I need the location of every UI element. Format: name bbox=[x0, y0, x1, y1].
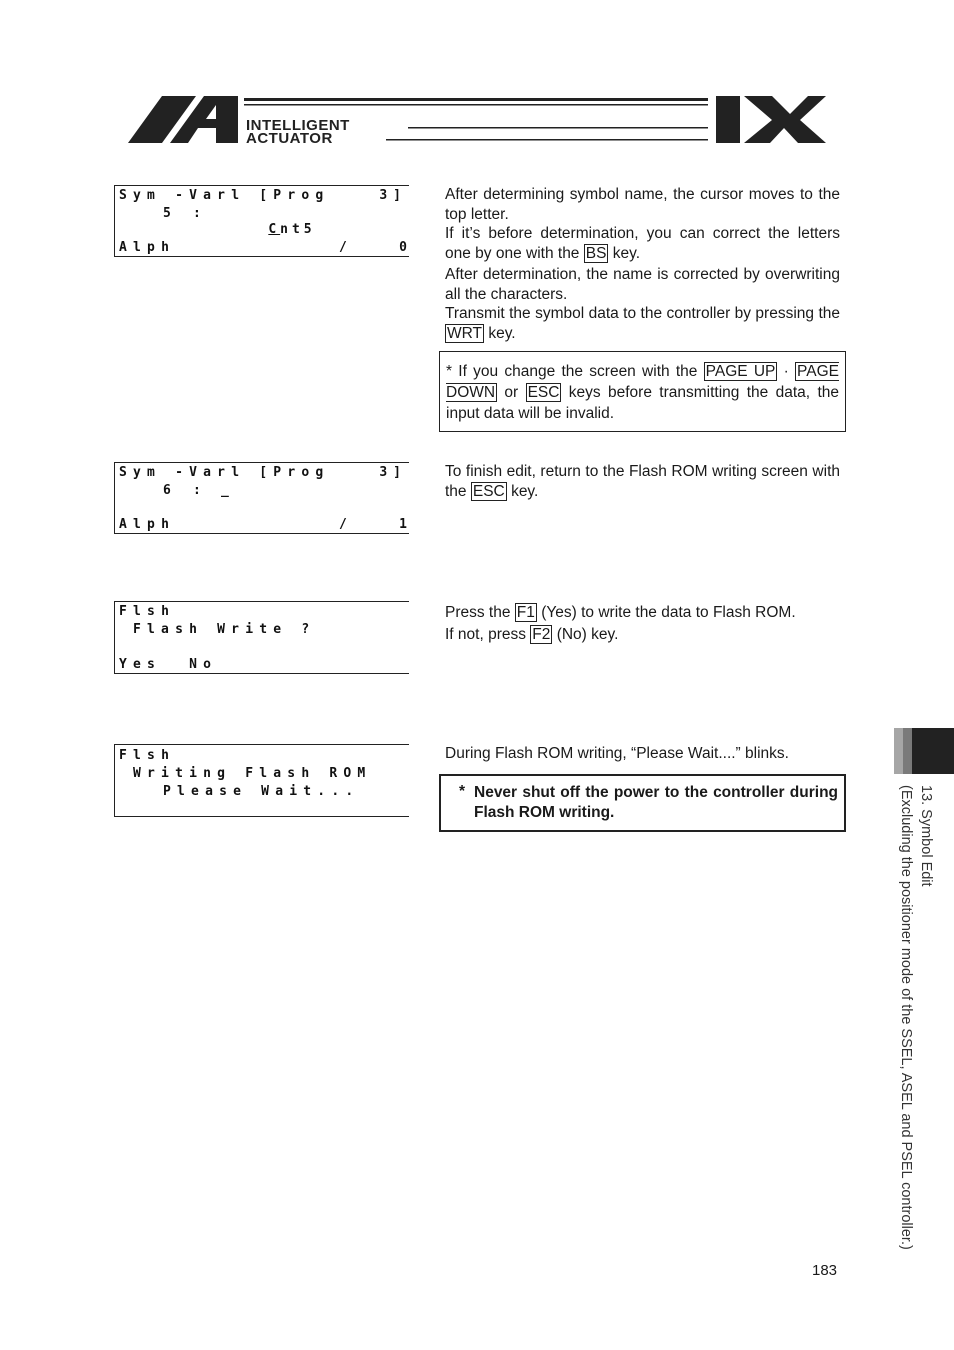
lcd-line1: Flsh bbox=[119, 748, 176, 763]
section1-p4-end: key. bbox=[488, 324, 516, 342]
lcd-line1-right: 3] bbox=[379, 188, 407, 203]
section3-text bbox=[445, 603, 840, 644]
warning-text: Never shut off the power to the controller during Flash ROM writing. bbox=[474, 784, 838, 821]
brand-line1: INTELLIGENT bbox=[246, 117, 350, 134]
section2-p1: To finish edit, return to the Flash ROM writing screen with the bbox=[445, 463, 840, 500]
lcd-line4: Yes No bbox=[119, 657, 218, 672]
page-number: 183 bbox=[812, 1262, 838, 1279]
warning-box bbox=[439, 774, 846, 832]
section1-p2: If it’s before determination, you can correct the letters one by one with the bbox=[445, 225, 840, 262]
lcd-line4: Alph bbox=[119, 517, 176, 532]
lcd-screen-symbol-edit-1 bbox=[114, 185, 409, 257]
ia-logo-icon bbox=[0, 0, 954, 160]
section1-text bbox=[445, 185, 840, 343]
key-bs: BS bbox=[585, 244, 607, 262]
lcd-screen-flash-write bbox=[114, 601, 409, 674]
lcd-cursor-char: C bbox=[268, 222, 281, 237]
brand-line2: ACTUATOR bbox=[246, 130, 333, 147]
lcd-line4-slash: / bbox=[339, 517, 347, 532]
section1-p2-end: key. bbox=[612, 244, 641, 262]
lcd-line4-right: 0 bbox=[399, 240, 407, 255]
chapter-side-label bbox=[896, 785, 942, 1255]
key-page-up: PAGE UP bbox=[705, 363, 776, 380]
section3-p2-end: (No) key. bbox=[556, 625, 619, 643]
lcd-line2-sep: : bbox=[193, 206, 201, 221]
lcd-line4-slash: / bbox=[339, 240, 347, 255]
note-or: or bbox=[504, 384, 519, 401]
lcd-line1: Sym -Varl [Prog bbox=[119, 188, 330, 203]
lcd-line2-number: 6 bbox=[163, 483, 171, 498]
lcd-screen-flash-writing bbox=[114, 744, 409, 817]
key-wrt: WRT bbox=[447, 324, 483, 342]
note-a: * If you change the screen with the bbox=[446, 363, 698, 380]
section3-p1-end: (Yes) to write the data to Flash ROM. bbox=[541, 604, 796, 621]
section1-p3: After determination, the name is corrected by overwriting all the characters. bbox=[445, 266, 840, 303]
lcd-screen-symbol-edit-2 bbox=[114, 462, 409, 534]
note-box-invalid-input bbox=[439, 351, 846, 432]
lcd-line2-number: 5 bbox=[163, 206, 171, 221]
note-dot: · bbox=[783, 363, 789, 380]
note-text bbox=[446, 361, 839, 424]
chapter-subtitle: (Excluding the positioner mode of the SSEL, ASEL and PSEL controller.) bbox=[898, 785, 914, 1250]
lcd-cursor-char: _ bbox=[221, 483, 229, 498]
note-b: keys before transmitting the data, the input data will be invalid. bbox=[446, 384, 839, 422]
key-f2: F2 bbox=[532, 625, 551, 643]
section1-p1: After determining symbol name, the cursor moves to the top letter. bbox=[445, 186, 840, 223]
key-esc-2: ESC bbox=[472, 482, 505, 500]
section1-p4: Transmit the symbol data to the controller by pressing the bbox=[445, 305, 840, 322]
key-f1: F1 bbox=[516, 604, 535, 621]
page-header bbox=[0, 0, 954, 160]
lcd-line4-right: 1 bbox=[399, 517, 407, 532]
lcd-line2-sep: : bbox=[193, 483, 201, 498]
section4-p1: During Flash ROM writing, “Please Wait....” blinks. bbox=[445, 745, 789, 762]
chapter-title: 13. Symbol Edit bbox=[918, 785, 934, 887]
key-page-down: PAGE DOWN bbox=[446, 363, 839, 401]
section2-text bbox=[445, 462, 840, 501]
lcd-line2-rest: nt5 bbox=[280, 222, 316, 237]
section3-p1: Press the bbox=[445, 604, 511, 621]
section3-p2: If not, press bbox=[445, 625, 526, 643]
lcd-line2: Flash Write ? bbox=[133, 622, 316, 637]
section4-text bbox=[445, 744, 840, 764]
key-esc: ESC bbox=[527, 384, 560, 401]
lcd-line2: Writing Flash ROM bbox=[133, 766, 372, 781]
lcd-line3: Please Wait... bbox=[163, 784, 360, 799]
lcd-line1: Sym -Varl [Prog bbox=[119, 465, 330, 480]
warning-asterisk: * bbox=[459, 783, 466, 800]
lcd-line1-right: 3] bbox=[379, 465, 407, 480]
chapter-tab-marker bbox=[894, 728, 954, 774]
section2-p1-end: key. bbox=[511, 482, 539, 500]
lcd-line4: Alph bbox=[119, 240, 176, 255]
lcd-line1: Flsh bbox=[119, 604, 176, 619]
